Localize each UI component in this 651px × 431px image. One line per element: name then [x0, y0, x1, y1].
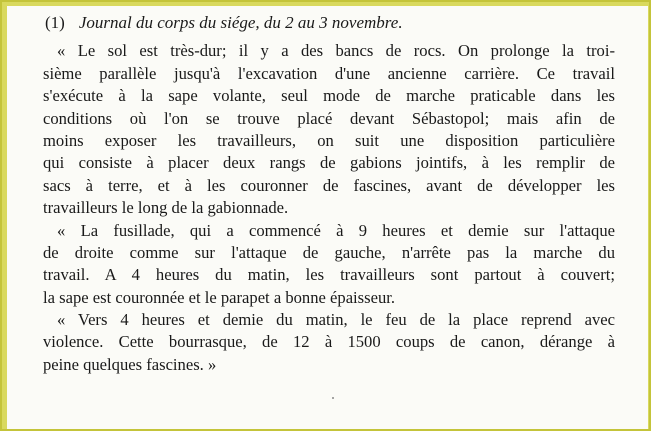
footnote-heading [45, 12, 615, 34]
text-line: « Vers 4 heures et demie du matin, le feu de la place reprend avec [57, 310, 615, 330]
paragraph-2 [43, 220, 615, 310]
text-line: peine quelques fascines. » [43, 354, 217, 374]
paragraph-1 [43, 40, 615, 219]
text-line: qui consiste à placer deux rangs de gabions jointifs, à les remplir de [43, 153, 615, 173]
text-line: s'exécute à la sape volante, seul mode de marche praticable dans les [43, 86, 615, 106]
paragraph-3 [43, 309, 615, 376]
scan-speck [332, 397, 334, 399]
text-line: travailleurs le long de la gabionnade. [43, 198, 289, 218]
text-line: moins exposer les travailleurs, on suit une disposition particulière [43, 130, 615, 150]
text-line: la sape est couronnée et le parapet a bonne épaisseur. [43, 287, 396, 307]
text-line: sième parallèle jusqu'à l'excavation d'une ancienne carrière. Ce travail [43, 63, 615, 83]
document-page [7, 6, 648, 429]
text-line: conditions où l'on se trouve placé devant Sébastopol; mais afin de [43, 108, 615, 128]
footnote-text [43, 12, 615, 376]
footnote-number: (1) [45, 13, 65, 32]
footnote-title: Journal du corps du siége, du 2 au 3 novembre. [78, 13, 403, 32]
text-line: violence. Cette bourrasque, de 12 à 1500 coups de canon, dérange à [43, 332, 615, 352]
text-line: « La fusillade, qui a commencé à 9 heures et demie sur l'attaque [57, 220, 615, 240]
text-line: « Le sol est très-dur; il y a des bancs de rocs. On prolonge la troi- [57, 41, 615, 61]
text-line: sacs à terre, et à les couronner de fascines, avant de développer les [43, 175, 615, 195]
text-line: travail. A 4 heures du matin, les travailleurs sont partout à couvert; [43, 265, 615, 285]
text-line: de droite comme sur l'attaque de gauche, n'arrête pas la marche du [43, 242, 615, 262]
